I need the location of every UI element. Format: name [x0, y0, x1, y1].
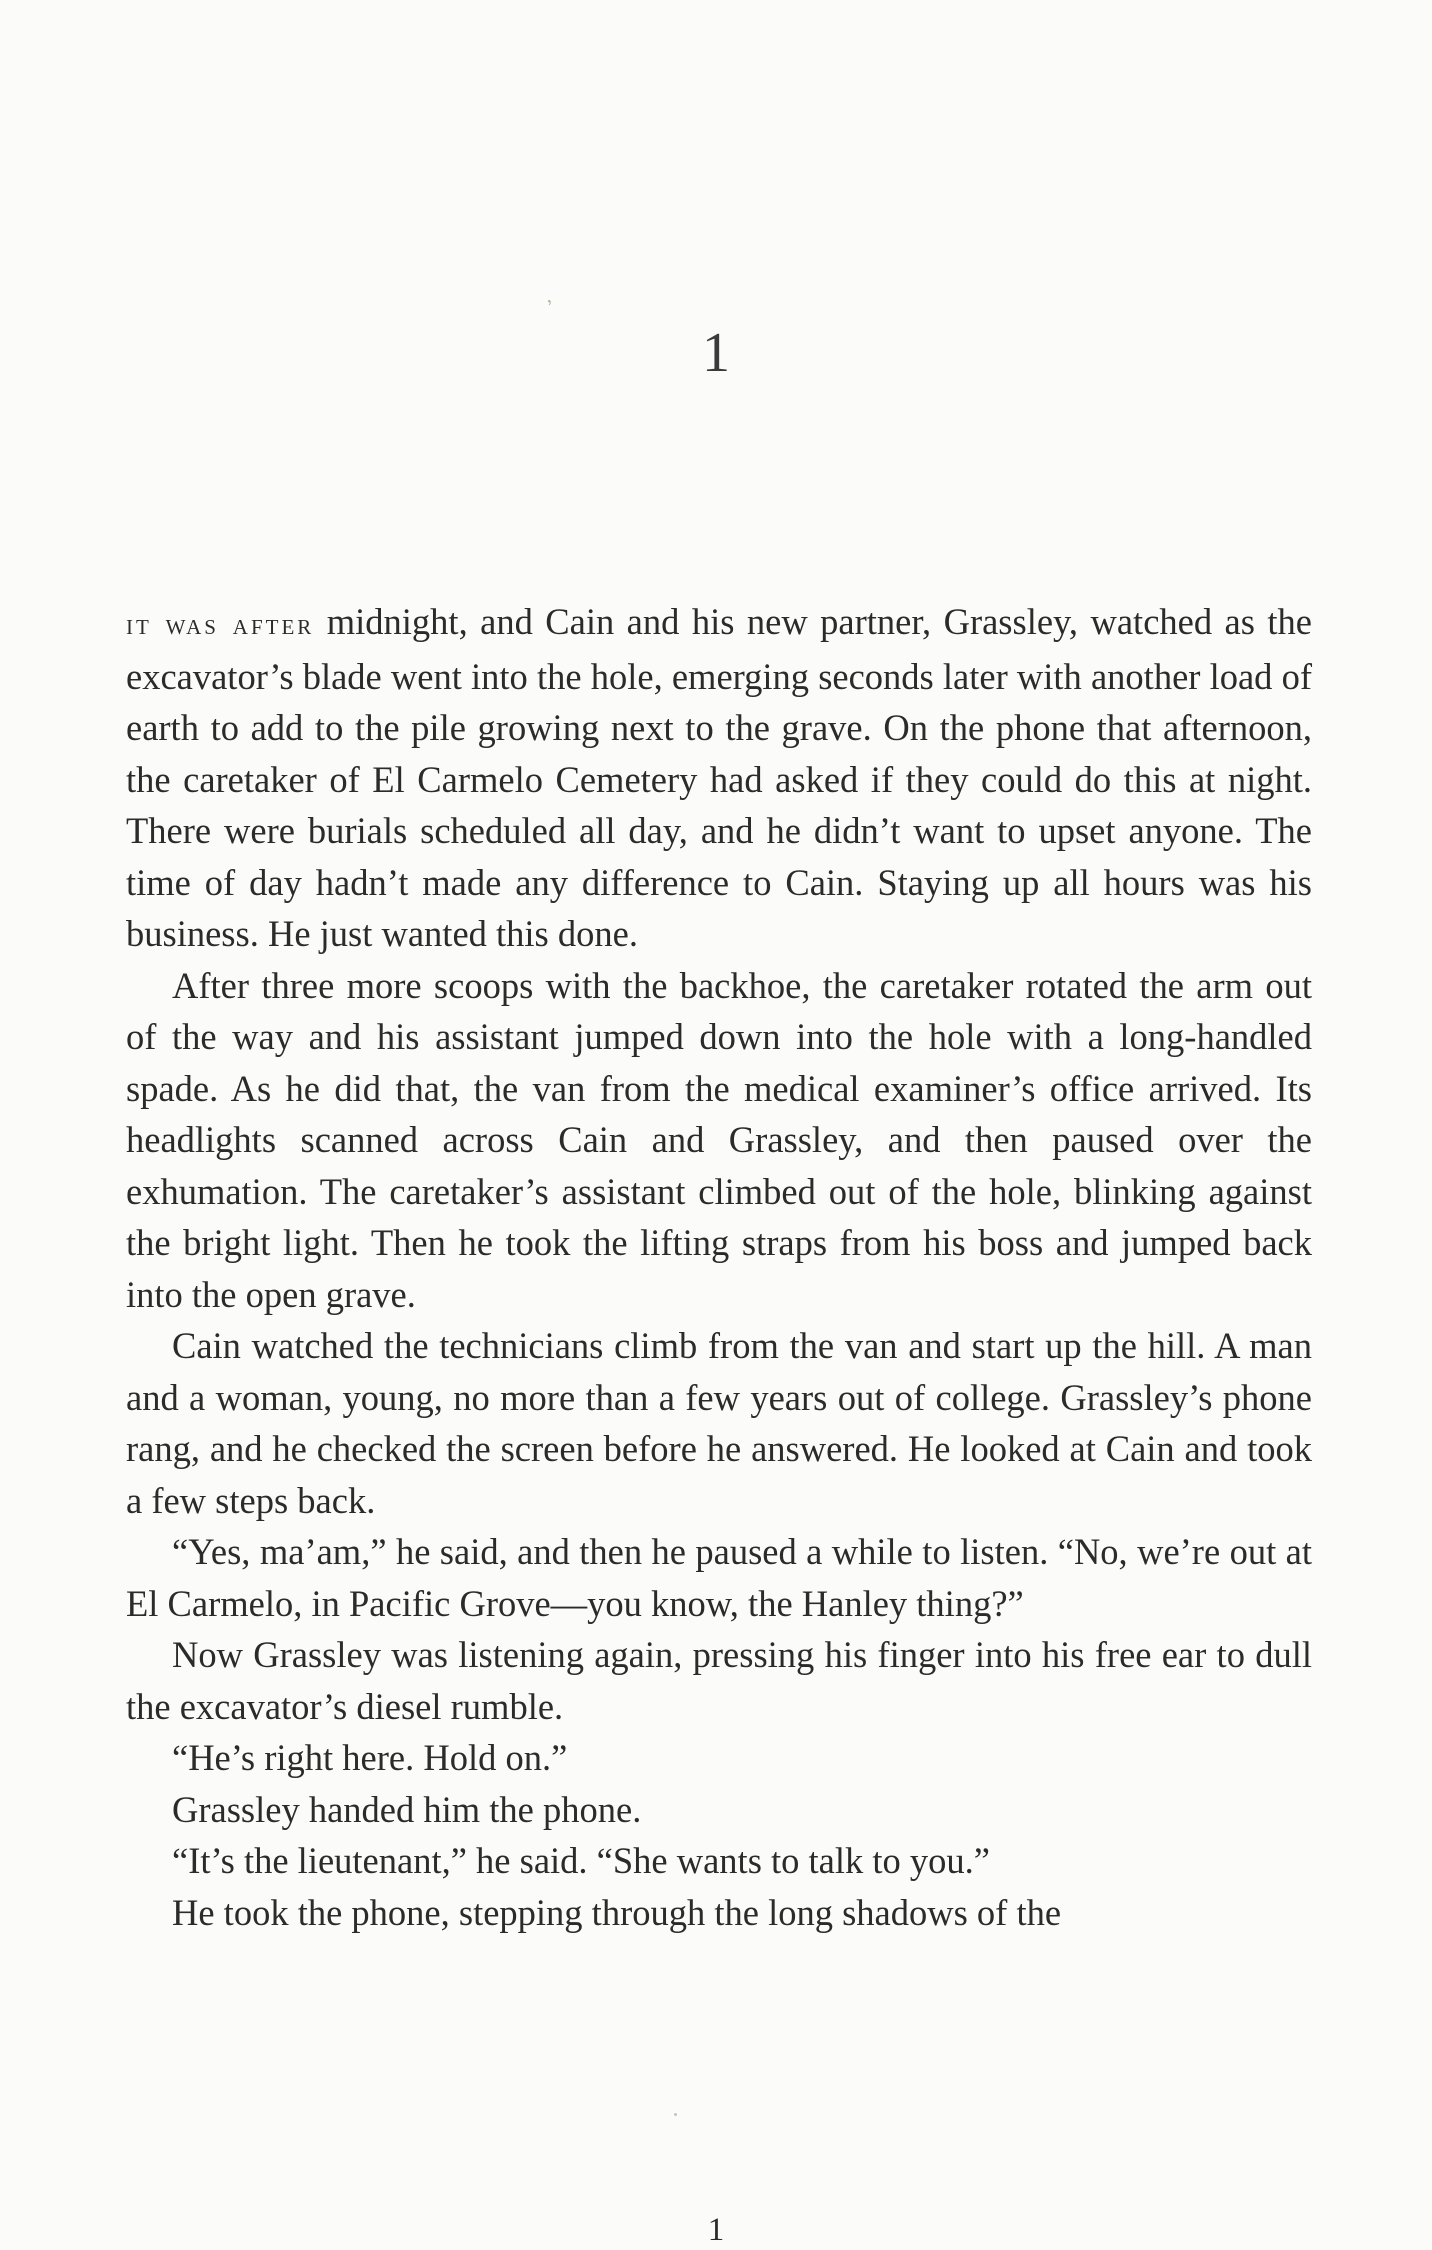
paragraph-6: “He’s right here. Hold on.” [172, 1737, 568, 1778]
paragraph-8: “It’s the lieutenant,” he said. “She wants to talk to you.” [172, 1840, 990, 1881]
paragraph-3: Cain watched the technicians climb from the van and start up the hill. A man and a woman, young, no more than a few years out of college. Grassley’s phone rang, and he checked the screen before he answered. He looked at Cain and took a few steps back. [126, 1325, 1312, 1521]
paragraph-7: Grassley handed him the phone. [172, 1788, 642, 1830]
paragraph-9: He took the phone, stepping through the long shadows of the [172, 1891, 1062, 1933]
chapter-body [126, 596, 1312, 1938]
opening-small-caps: it was after [126, 608, 315, 641]
chapter-number: 1 [702, 322, 730, 384]
paragraph-2: After three more scoops with the backhoe, the caretaker rotated the arm out of the way and his assistant jumped down into the hole with a long-handled spade. As he did that, the van from the medical examiner’s office arrived. Its headlights scanned across Cain and Grassley, and then paused over the exhumation. The caretaker’s assistant climbed out of the hole, blinking against the bright light. Then he took the lifting straps from his boss and jumped back into the open grave. [126, 964, 1312, 1315]
paragraph-5: Now Grassley was listening again, pressing his finger into his free ear to dull the excavator’s diesel rumble. [126, 1634, 1312, 1727]
paragraph-1-text: midnight, and Cain and his new partner, Grassley, watched as the excavator’s blade went into the hole, emerging seconds later with another load of earth to add to the pile growing next to the grave. On the phone that afternoon, the caretaker of El Carmelo Cemetery had asked if they could do this at night. There were burials scheduled all day, and he didn’t want to upset anyone. The time of day hadn’t made any difference to Cain. Staying up all hours was his business. He just wanted this done. [126, 601, 1312, 954]
paragraph-4: “Yes, ma’am,” he said, and then he paused a while to listen. “No, we’re out at El Carmelo, in Pacific Grove—you know, the Hanley thing?” [126, 1531, 1312, 1624]
paragraph-1 [126, 596, 1312, 960]
paper-speck: ʼ [544, 295, 559, 319]
paper-speck-dot [674, 2113, 677, 2116]
page-number: 1 [707, 2212, 725, 2248]
